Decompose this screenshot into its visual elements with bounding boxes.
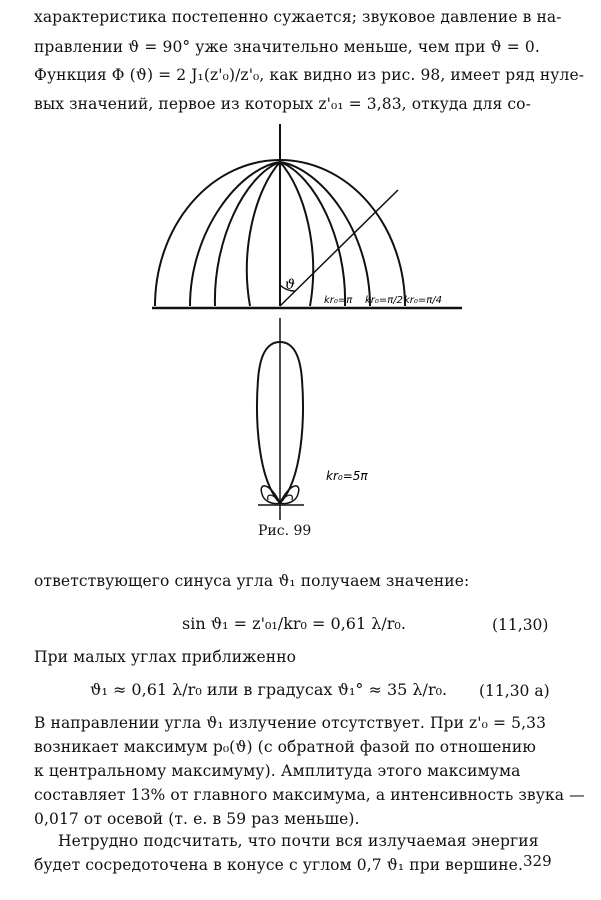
equation-11-30a: ϑ₁ ≈ 0,61 λ/r₀ или в градусах ϑ₁° ≈ 35 λ/r₀. <box>90 680 448 699</box>
text-line-11: 0,017 от осевой (т. е. в 59 раз меньше). <box>34 810 360 828</box>
text-line-9: к центральному максимуму). Амплитуда этого максимума <box>34 762 521 780</box>
curve-label-pi-2: kr₀=π/2 <box>365 295 404 306</box>
text-line-13: будет сосредоточена в конусе с углом 0,7 ϑ₁ при вершине. <box>34 856 523 874</box>
curve-label-pi-4: kr₀=π/4 <box>404 295 443 306</box>
equation-11-30: sin ϑ₁ = z'₀₁/kr₀ = 0,61 λ/r₀. <box>182 614 406 633</box>
lower-lobe-label: kr₀=5π <box>326 469 368 483</box>
equation-number-11-30: (11,30) <box>492 616 549 634</box>
equation-number-11-30a: (11,30 а) <box>479 682 550 700</box>
theta-label: ϑ <box>285 277 296 293</box>
figure-caption: Рис. 99 <box>258 523 312 539</box>
text-line-12: Нетрудно подсчитать, что почти вся излучаемая энергия <box>58 832 539 850</box>
text-line-2: правлении ϑ = 90° уже значительно меньше, чем при ϑ = 0. <box>34 38 540 56</box>
curve-label-pi: kr₀=π <box>324 295 353 306</box>
text-line-3: Функция Φ (ϑ) = 2 J₁(z'₀)/z'₀, как видно из рис. 98, имеет ряд нуле- <box>34 66 585 84</box>
text-line-5: ответствующего синуса угла ϑ₁ получаем значение: <box>34 572 470 590</box>
text-line-8: возникает максимум p₀(ϑ) (с обратной фазой по отношению <box>34 738 536 756</box>
text-line-4: вых значений, первое из которых z'₀₁ = 3,83, откуда для со- <box>34 95 531 113</box>
text-line-6: При малых углах приближенно <box>34 648 297 666</box>
page-number: 329 <box>523 852 552 870</box>
text-line-1: характеристика постепенно сужается; звуковое давление в на- <box>34 8 562 26</box>
text-line-7: В направлении угла ϑ₁ излучение отсутствует. При z'₀ = 5,33 <box>34 714 547 732</box>
text-line-10: составляет 13% от главного максимума, а интенсивность звука — <box>34 786 585 804</box>
